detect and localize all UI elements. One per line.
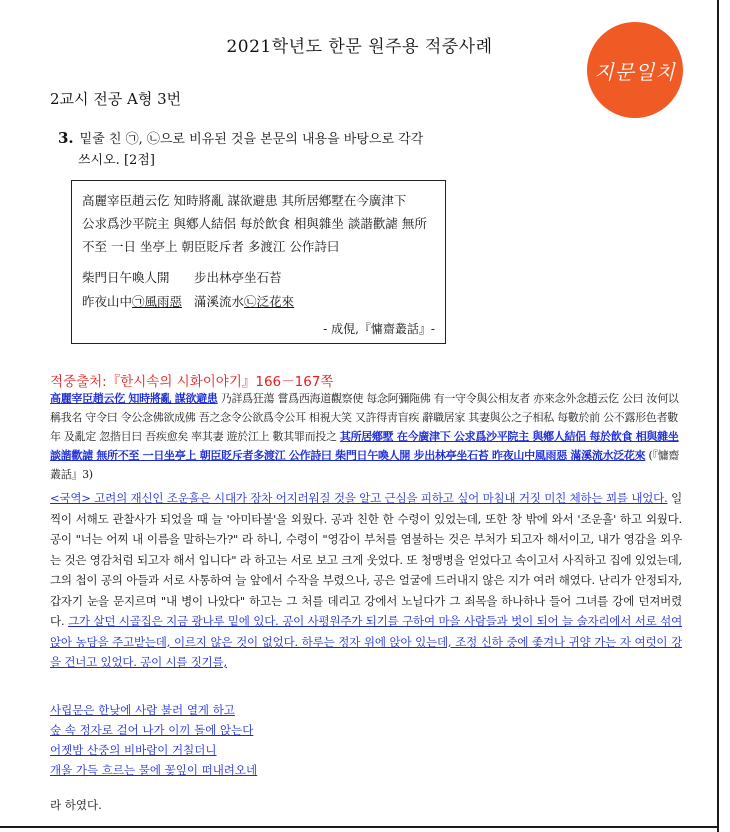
source-citation: 적중출처:『한시속의 시화이야기』166－167쪽: [50, 374, 334, 390]
page-title: 2021학년도 한문 원주용 적중사례: [226, 37, 493, 57]
poem-line: 어젯밤 산중의 비바람이 거칠더니: [50, 743, 217, 757]
match-badge: 지문일치: [587, 22, 683, 118]
poem-line: 사립문은 한낮에 사람 불러 열게 하고: [50, 703, 235, 717]
poem-line: 柴門日午喚人開: [82, 270, 170, 285]
hanja-original-text: [50, 389, 680, 484]
question: [58, 128, 458, 171]
page-right-border: [717, 0, 719, 832]
question-text-line2: 쓰시오. [2점]: [78, 153, 155, 168]
poem-line: 개울 가득 흐르는 물에 꽃잎이 떠내려오네: [50, 763, 258, 777]
passage-line: 不至 一日 坐亭上 朝臣貶斥者 多渡江 公作詩曰: [82, 239, 340, 254]
poem-line: 滿溪流水㉡泛花來: [194, 294, 295, 309]
plain-text: (『慵齋叢話』3): [50, 449, 680, 481]
passage-line: 高麗宰臣趙云仡 知時將亂 謀欲避患 其所居鄕墅在今廣津下: [82, 193, 407, 208]
passage-line: 公求爲沙平院主 與鄕人結侶 每於飮食 相與雜坐 談諧歡謔 無所: [82, 216, 427, 231]
poem-line: 昨夜山中㉠風雨惡: [82, 294, 183, 309]
exam-subtitle: 2교시 전공 A형 3번: [50, 90, 182, 108]
plain-text: 乃詳爲狂蕩 嘗爲西海道觀察使 每念阿彌陁佛 有一守令與公相友者 亦來念外念趙云仡 公曰 汝何以稱我名 守令曰 令公念佛欲成佛 吾之念令公欲爲令公耳 相視大笑 又許得靑盲疾 辭職居家 其妻與公之子相私 每數於前 公不露形色者數年 及亂定 忽揩目曰 吾疾愈矣 率其妻 遊於江上 數其罪而投之: [50, 392, 679, 443]
question-number: 3.: [58, 129, 74, 147]
korean-poem: [50, 700, 257, 780]
poem-line: 步出林亭坐石苔: [194, 270, 282, 285]
question-text-line1: 밑줄 친 ㉠, ㉡으로 비유된 것을 본문의 내용을 바탕으로 각각: [79, 132, 424, 147]
marked-phrase-b: ㉡泛花來: [244, 294, 295, 309]
passage-source: - 成俔,『慵齋叢話』-: [323, 322, 435, 336]
passage-box: [71, 180, 446, 344]
underlined-text: <국역> 고려의 재신인 조운흘은 시대가 장차 어지러워질 것을 알고 근심을 피하고 싶어 마침내 거짓 미친 체하는 꾀를 내었다.: [50, 491, 668, 505]
plain-text: 일찍이 서해도 관찰사가 되었을 때 늘 '아미타불'을 외웠다. 공과 친한 한 수령이 있었는데, 또한 창 밖에 와서 '조운흘' 하고 외웠다. 공이 "너는 어찌 내 이름을 말하는가?" 라 하니, 수령이 "영감이 부처를 염불하는 것은 부처가 되고자 해서이고, 내가 영감을 외우는 것은 영감처럼 되고자 해서 입니다" 라 하고는 서로 보고 크게 웃었다. 또 청맹병을 얻었다고 속이고서 사직하고 집에 있었는데, 그의 첩이 공의 아들과 서로 사통하여 늘 앞에서 수작을 부렸으나, 공은 얼굴에 드러내지 않은 지가 여러 해였다. 난리가 안정되자, 갑자기 눈을 문지르며 "내 병이 나았다" 하고는 그 처를 데리고 강에서 노닐다가 그 죄목을 하나하나 들어 그녀를 강에 던져버렸다.: [50, 491, 682, 628]
ending-text: 라 하였다.: [50, 798, 102, 812]
highlighted-text: 高麗宰臣趙云仡 知時將亂 謀欲避患: [50, 392, 218, 405]
poem-line: 숲 속 정자로 걸어 나가 이끼 돌에 앉는다: [50, 723, 254, 737]
page-bottom-border: [0, 826, 719, 828]
korean-translation: [50, 488, 682, 673]
passage-poem: [82, 266, 435, 313]
highlighted-text: 其所居鄕墅 在今廣津下 公求爲沙平院主 與鄕人結侶 每於飮食 相與雜坐 談諧歡謔 無所不至 一日坐亭上 朝臣貶斥者多渡江 公作詩曰 柴門日午喚人開 步出林亭坐石苔 昨夜山中風雨惡 滿溪流水泛花來: [50, 430, 679, 462]
marked-phrase-a: ㉠風雨惡: [132, 294, 183, 309]
passage-prose: [82, 189, 435, 258]
underlined-text: 그가 살던 시골집은 지금 광나루 밑에 있다. 공이 사평원주가 되기를 구하여 마을 사람들과 벗이 되어 늘 술자리에서 서로 섞여 앉아 농담을 주고받는데, 이르지 않은 것이 없었다. 하루는 정자 위에 앉아 있는데, 조정 신하 중에 좇겨나 귀양 가는 자 여럿이 강을 건너고 있었다. 공이 시를 짓기를,: [50, 614, 682, 669]
